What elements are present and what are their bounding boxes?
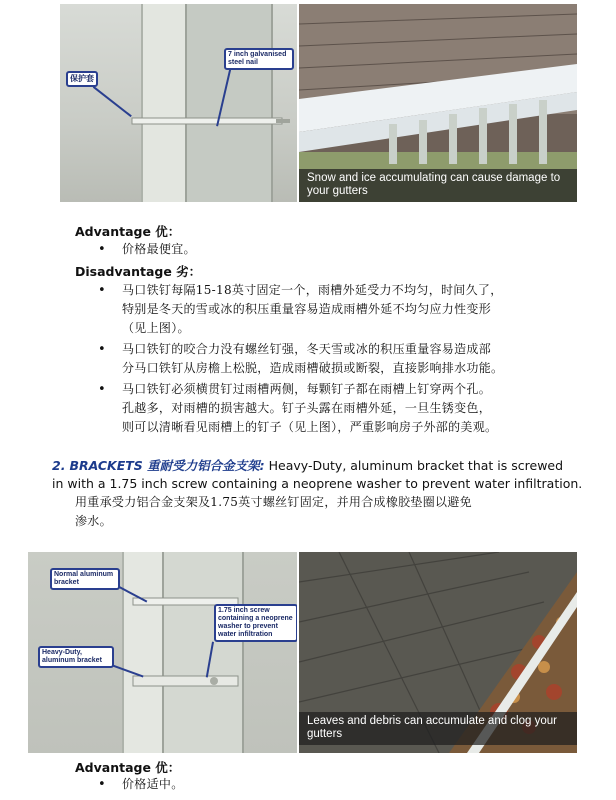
advantage-item-2: 价格适中。 [122,777,184,791]
section-2-heading-line [52,457,563,474]
disadvantage-item-3-line-2: 孔越多，对雨槽的损害越大。钉子头露在雨槽外延，一旦生锈变色， [122,401,492,415]
nail-callout: 7 inch galvanised steel nail [224,48,294,70]
disadvantage-item-2-line-2: 分马口铁钉从房檐上松脱，造成雨槽破损或断裂，直接影响排水功能。 [122,361,504,375]
bullet-icon: • [98,777,106,792]
disadvantage-item-1-line-1: 马口铁钉每隔15-18英寸固定一个，雨槽外延受力不均匀，时间久了， [122,283,503,297]
bullet-icon: • [98,242,106,257]
nail-gutter-photo [60,4,297,202]
heavy-bracket-callout: Heavy-Duty, aluminum bracket [38,646,114,668]
section-2-number: 2. [52,458,66,473]
disadvantage-item-3-line-1: 马口铁钉必须横贯钉过雨槽两侧，每颗钉子都在雨槽上钉穿两个孔。 [122,382,492,396]
leaves-photo-caption: Leaves and debris can accumulate and clog your gutters [299,712,577,745]
section-2-chinese-line-2: 渗水。 [75,514,112,528]
sleeve-callout: 保护套 [66,71,98,87]
nail-gutter-illustration [60,4,297,202]
disadvantage-item-3-line-3: 则可以清晰看见雨槽上的钉子（见上图），严重影响房子外部的美观。 [122,420,498,434]
disadvantage-item-1-line-3: （见上图）。 [122,321,190,335]
disadvantage-heading-1: Disadvantage 劣： [75,264,202,279]
bracket-gutter-photo [28,552,297,753]
bullet-icon: • [98,283,106,298]
snow-gutter-photo [299,4,577,202]
normal-bracket-callout: Normal aluminum bracket [50,568,120,590]
bullet-icon: • [98,382,106,397]
section-2-english-line-1: Heavy-Duty, aluminum bracket that is screwed [264,458,564,473]
disadvantage-item-1-line-2: 特别是冬天的雪或冰的积压重量容易造成雨槽外延不均匀应力性变形 [122,302,492,316]
section-2-chinese-line-1: 用重承受力铝合金支架及1.75英寸螺丝钉固定，并用合成橡胶垫圈以避免 [75,495,472,509]
advantage-heading-1: Advantage 优： [75,224,181,239]
snow-photo-caption: Snow and ice accumulating can cause damage to your gutters [299,169,577,202]
screw-callout: 1.75 inch screw containing a neoprene washer to prevent water infiltration [214,604,297,642]
section-2-title: BRACKETS 重耐受力铝合金支架: [69,458,265,473]
bullet-icon: • [98,342,106,357]
disadvantage-item-2-line-1: 马口铁钉的咬合力没有螺丝钉强，冬天雪或冰的积压重量容易造成部 [122,342,492,356]
advantage-item-1: 价格最便宜。 [122,242,196,256]
section-2-english-line-2: in with a 1.75 inch screw containing a neoprene washer to prevent water infiltration. [52,476,583,491]
leaves-gutter-photo [299,552,577,753]
advantage-heading-2: Advantage 优： [75,760,181,775]
